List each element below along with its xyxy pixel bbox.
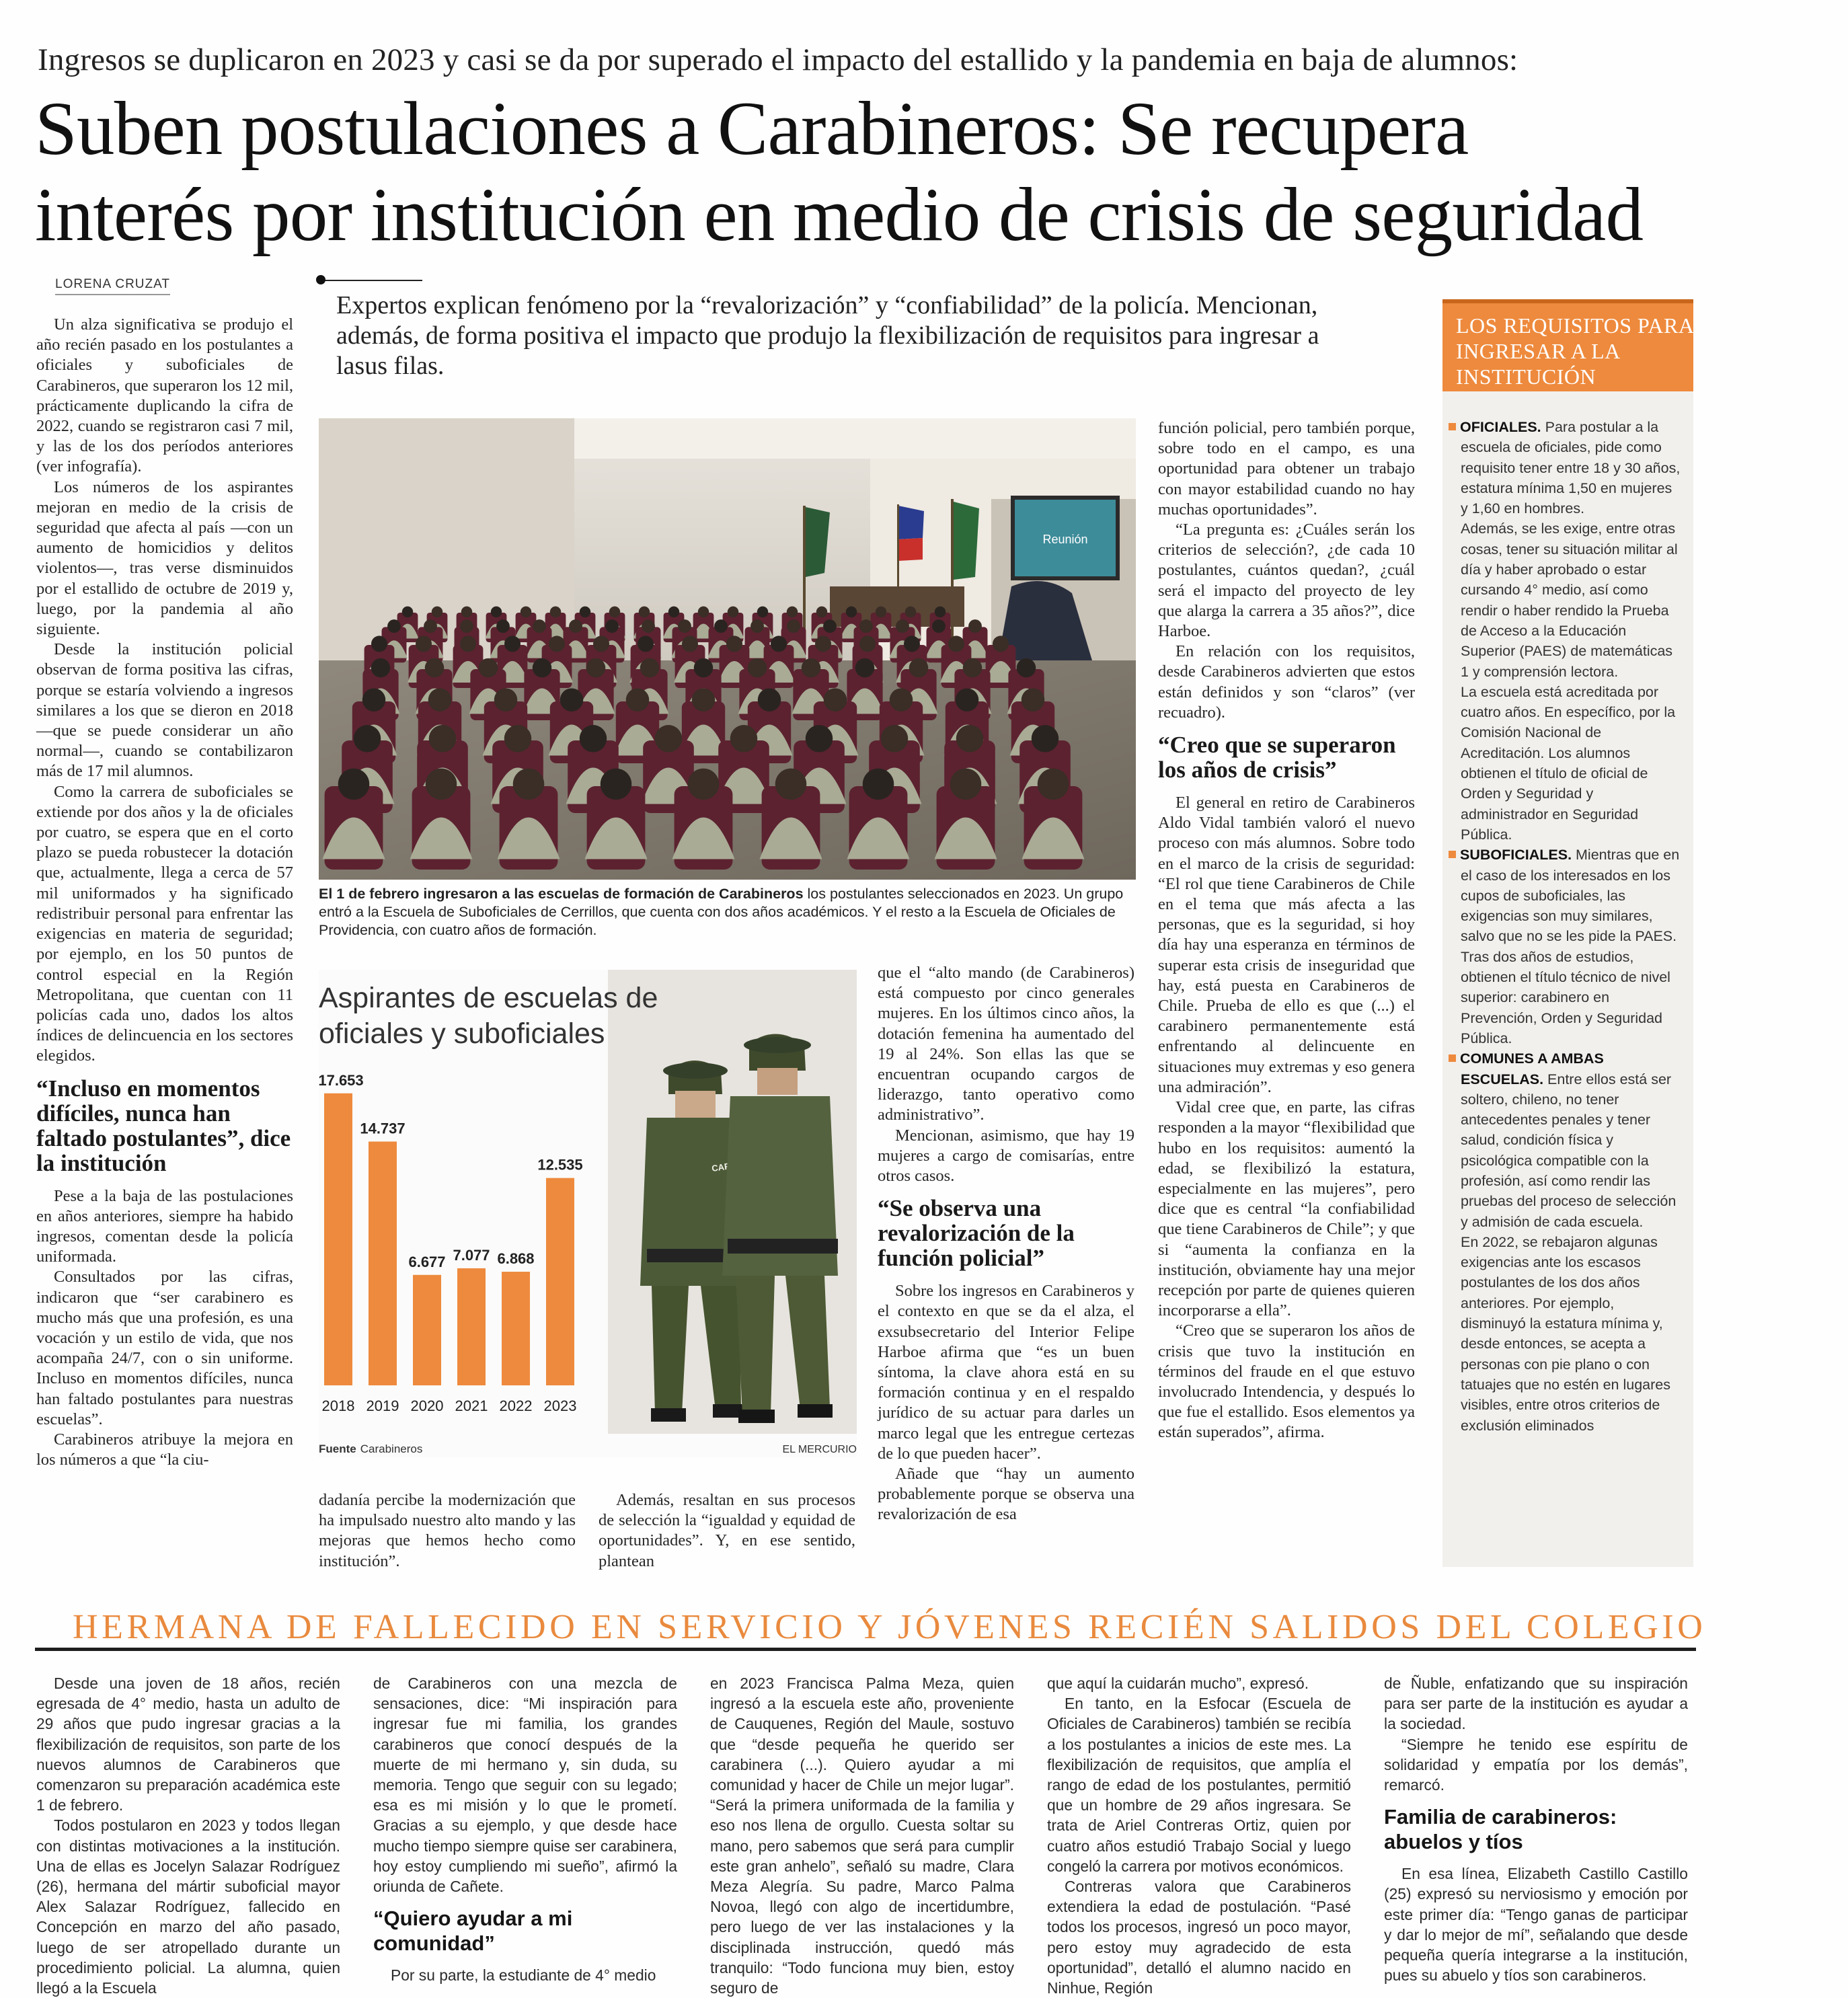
sidebar-text: La escuela está acreditada por cuatro años. En específico, por la Comisión Nacional de Acreditación. Los alumnos obtienen el título de oficial de Orden y Seguridad y administrador en Seguridad Pública. xyxy=(1461,683,1676,843)
article-column-2 xyxy=(319,1490,576,1572)
paragraph: Carabineros atribuye la mejora en los números a que “la ciu- xyxy=(36,1430,293,1469)
article-column-4 xyxy=(878,963,1134,1525)
deck-rule xyxy=(321,280,422,281)
chart-title: Aspirantes de escuelas de oficiales y suboficiales xyxy=(319,982,658,1050)
bullet-icon xyxy=(1449,1054,1456,1062)
x-tick-label: 2019 xyxy=(366,1397,399,1414)
sidebar-label: COMUNES A AMBAS ESCUELAS. xyxy=(1460,1050,1604,1087)
paragraph: Como la carrera de suboficiales se extiende por dos años y la de oficiales por cuatro, se espera que en el corto plazo se pueda robustecer la dotación que, actualmente, llega a cerca de 57 mil uniformados y ha significado redistribuir personal para enfrentar las exigencias en materia de seguridad; por ejemplo, en los 50 puntos de control especial en la Región Metropolitana, que cuentan con 11 policías cada uno, dados los altos índices de delincuencia en los sectores elegidos. xyxy=(36,782,293,1065)
photo-screen-text: Reunión xyxy=(1042,533,1088,546)
deck-bullet xyxy=(316,275,325,284)
sidebar-text: Además, se les exige, entre otras cosas, tener su situación militar al día y haber aprobado o estar cursando 4° medio, así como rendir o haber rendido la Prueba de Acceso a la Educación Superior (PAES) de matemáticas 1 y comprensión lectora. xyxy=(1461,521,1678,680)
subheading: “Se observa una revalorización de la función policial” xyxy=(878,1195,1075,1272)
deck: Expertos explican fenómeno por la “revalorización” y “confiabilidad” de la policía. Mencionan, además, de forma positiva el impacto que produjo la flexibilización de requisitos para ingresar a lasus filas. xyxy=(336,291,1319,380)
paragraph: El general en retiro de Carabineros Aldo Vidal también valoró el nuevo proceso con más alumnos. Sobre todo en el marco de la crisis de seguridad: “El rol que tiene Carabineros de Chile en el tema que más afecta a las personas, que es la seguridad, si hoy día hay una esperanza en términos de superar esta crisis de inseguridad que hay, está puesta en Carabineros de Chile. Prueba de ello es que (...) el carabinero permanentemente está enfrentando al delincuente en situaciones muy extremas y eso genera una admiración”. xyxy=(1158,794,1415,1096)
paragraph: que aquí la cuidarán mucho”, expresó. xyxy=(1047,1675,1309,1692)
paragraph: En relación con los requisitos, desde Carabineros advierten que estos están definidos y son “claros” (ver recuadro). xyxy=(1158,642,1415,722)
news-photo xyxy=(319,418,1136,880)
x-tick-label: 2018 xyxy=(321,1397,355,1414)
bar-2023 xyxy=(546,1178,574,1385)
paragraph: dadanía percibe la modernización que ha impulsado nuestro alto mando y las mejoras que hemos hecho como institución”. xyxy=(319,1491,576,1570)
chart-source-label: Fuente xyxy=(319,1443,356,1455)
article-column-5 xyxy=(1158,418,1415,1443)
paragraph: Además, resaltan en sus procesos de selección la “igualdad y equidad de oportunidades”. Y, en ese sentido, plantean xyxy=(599,1491,855,1570)
photo-caption xyxy=(319,885,1139,939)
paragraph: En tanto, en la Esfocar (Escuela de Oficiales de Carabineros) también se recibía a los postulantes a inicios de este mes. La flexibilización de requisitos, que amplía el rango de edad de los postulantes, permitió que un hombre de 29 años ingresara. Se trata de Ariel Contreras Ortiz, quien por cuatro años estudió Trabajo Social y luego congeló la carrera por motivos económicos. xyxy=(1047,1695,1351,1875)
bottom-column-1 xyxy=(36,1673,340,1998)
bar-value-label: 17.653 xyxy=(319,1071,364,1089)
bar-value-label: 14.737 xyxy=(360,1120,406,1137)
subheading: Familia de carabineros: abuelos y tíos xyxy=(1384,1805,1617,1854)
chart-bars xyxy=(324,1093,574,1385)
bar-value-label: 6.677 xyxy=(408,1253,446,1270)
paragraph: “La pregunta es: ¿Cuáles serán los criterios de selección?, ¿de cada 10 postulantes, cuántos quedan?, ¿cuál será el impacto del proyecto de ley que alarga la carrera a 35 años?”, dice Harboe. xyxy=(1158,521,1415,641)
bottom-column-2 xyxy=(373,1673,677,1985)
subheading: “Creo que se superaron los años de crisis” xyxy=(1158,732,1396,783)
paragraph: Por su parte, la estudiante de 4° medio xyxy=(391,1966,656,1985)
x-tick-label: 2022 xyxy=(499,1397,533,1414)
chart-source xyxy=(319,1443,422,1455)
bar-2021 xyxy=(457,1268,486,1385)
band-rule xyxy=(35,1648,1696,1651)
chart-value-labels xyxy=(319,1072,583,1270)
sidebar-title: LOS REQUISITOS PARA INGRESAR A LA INSTITUCIÓN xyxy=(1456,313,1693,389)
paragraph: Contreras valora que Carabineros extendiera la edad de postulación. “Pasé todos los procesos, ingresó un poco mayor, pero estoy muy agradecido de esta oportunidad”, detalló el alumno nacido en Ninhue, Región xyxy=(1047,1878,1351,1997)
sidebar-text: Para postular a la escuela de oficiales, pide como requisito tener entre 18 y 30 años, estatura mínima 1,50 en mujeres y 1,60 en hombres. xyxy=(1461,419,1681,517)
caption-lead: El 1 de febrero ingresaron a las escuelas de formación de Carabineros xyxy=(319,886,804,902)
bar-2019 xyxy=(369,1141,397,1385)
subheading: “Quiero ayudar a mi comunidad” xyxy=(373,1907,573,1956)
bottom-column-3 xyxy=(710,1673,1014,1998)
paragraph: Consultados por las cifras, indicaron que “ser carabinero es mucho más que una profesión, es una vocación y un estilo de vida, que nos acompaña 24/7, con o sin uniforme. Incluso en momentos difíciles, nunca han faltado postulantes para nuestras escuelas”. xyxy=(36,1268,293,1428)
paragraph: Mencionan, asimismo, que hay 19 mujeres a cargo de comisarías, entre otros casos. xyxy=(878,1126,1134,1186)
caption-text: los postulantes seleccionados en 2023. Un grupo entró a la Escuela de Suboficiales de Cerrillos, que cuenta con dos años académicos. Y el resto a la Escuela de Oficiales de Providencia, con cuatro años de formación. xyxy=(319,886,1124,938)
article-column-1 xyxy=(36,315,293,1470)
paragraph: función policial, pero también porque, sobre todo en el campo, es una oportunidad para obtener un trabajo con mayor estabilidad cuando no hay muchas oportunidades”. xyxy=(1158,419,1415,518)
paragraph: Desde la institución policial observan de forma positiva las cifras, porque se estaría volviendo a ingresos similares a los que se dieron en 2018 —que se puede considerar un año normal—, cuando se contabilizaron más de 17 mil alumnos. xyxy=(36,640,293,781)
paragraph: en 2023 Francisca Palma Meza, quien ingresó a la escuela este año, proveniente de Cauquenes, Región del Maule, sostuvo que “desde pequeña he querido ser carabinera (...). Quiero ayudar a mi comunidad y hacer de Chile un mejor lugar”. “Será la primera uniformada de la familia y eso nos llena de orgullo. Cuesta soltar su mano, pero sabemos que será para cumplir este gran anhelo”, señaló su madre, Clara Meza Alegría. Su padre, Marco Palma Novoa, llegó con algo de incertidumbre, pero luego de ver las instalaciones y la disciplinada instrucción, quedó más tranquilo: “Todo funciona muy bien, estoy seguro de xyxy=(710,1675,1014,1997)
paragraph: Los números de los aspirantes mejoran en medio de la crisis de seguridad que afecta al país —con un aumento de homicidios y delitos violentos—, tras verse disminuidos por el estallido de octubre de 2019 y, luego, por la pandemia al año siguiente. xyxy=(36,477,293,639)
x-tick-label: 2023 xyxy=(543,1397,577,1414)
chart-credit: EL MERCURIO xyxy=(782,1444,857,1455)
bullet-icon xyxy=(1449,851,1456,858)
kicker: Ingresos se duplicaron en 2023 y casi se da por superado el impacto del estallido y la pandemia en baja de alumnos: xyxy=(38,42,1518,77)
ceremony-photo-illustration xyxy=(319,418,1136,880)
byline: LORENA CRUZAT xyxy=(55,277,170,295)
x-tick-label: 2020 xyxy=(410,1397,444,1414)
bar-2022 xyxy=(502,1272,530,1385)
headline xyxy=(35,86,1817,258)
paragraph: En esa línea, Elizabeth Castillo Castillo (25) expresó su nerviosismo y emoción por este primer día: “Tengo ganas de participar y dar lo mejor de mí”, señalando que desde pequeña quería integrarse a la institución, pues su abuelo y tíos son carabineros. xyxy=(1384,1865,1688,1985)
band-title: HERMANA DE FALLECIDO EN SERVICIO Y JÓVENES RECIÉN SALIDOS DEL COLEGIO xyxy=(73,1608,1707,1646)
sidebar-text: Mientras que en el caso de los interesados en los cupos de suboficiales, las exigencias son muy similares, salvo que no se les pide la PAES. xyxy=(1461,847,1680,945)
paragraph: que el “alto mando (de Carabineros) está compuesto por cinco generales mujeres. En los últimos cinco años, la dotación femenina ha aumentado del 19 al 24%. Son ellas las que se encuentran ocupando cargos de liderazgo, tanto operativo como administrativo”. xyxy=(878,964,1134,1124)
bar-2020 xyxy=(413,1275,441,1385)
sidebar-label: OFICIALES. xyxy=(1460,419,1541,435)
bar-2018 xyxy=(324,1093,352,1385)
x-tick-label: 2021 xyxy=(455,1397,488,1414)
paragraph: Todos postularon en 2023 y todos llegan con distintas motivaciones a la institución. Una de ellas es Jocelyn Salazar Rodríguez (26), hermana del mártir suboficial mayor Alex Salazar Rodríguez, fallecido en Concepción en marzo del año pasado, luego de ser atropellado durante un procedimiento policial. La alumna, quien llegó a la Escuela xyxy=(36,1816,340,1997)
bar-value-label: 12.535 xyxy=(537,1156,583,1174)
sidebar-text: En 2022, se rebajaron algunas exigencias ante los escasos postulantes de los dos años anteriores. Por ejemplo, disminuyó la estatura mínima y, desde entonces, se acepta a personas con pie plano o con tatuajes que no estén en lugares visibles, entre otros criterios de exclusión eliminados xyxy=(1461,1233,1670,1434)
sidebar-header xyxy=(1442,299,1693,391)
paragraph: Vidal cree que, en parte, las cifras responden a la mayor “flexibilidad que hubo en los requisitos: aumentó la edad, se flexibilizó la estatura, especialmente en las mujeres”, pero dice que es central “la confiabilidad que tiene Carabineros de Chile”; y que si “aumenta la confianza en la institución, obviamente hay una mejor recepción por parte de quienes quieren incorporarse a ella”. xyxy=(1158,1098,1415,1320)
paragraph: de Ñuble, enfatizando que su inspiración para ser parte de la institución es ayudar a la sociedad. xyxy=(1384,1675,1688,1733)
paragraph: “Siempre he tenido ese espíritu de solidaridad y empatía por los demás”, remarcó. xyxy=(1384,1735,1688,1794)
chart-source-value: Carabineros xyxy=(360,1443,423,1455)
paragraph: Desde una joven de 18 años, recién egresada de 4° medio, hasta un adulto de 29 años que pudo ingresar gracias a la flexibilización de requisitos, son parte de los nuevos alumnos de Carabineros que comenzaron su preparación académica este 1 de febrero. xyxy=(36,1675,340,1814)
paragraph: Sobre los ingresos en Carabineros y el contexto en que se da el alza, el exsubsecretario del Interior Felipe Harboe afirma que “es un buen síntoma, la clave ahora está en su formación continua y en el respaldo jurídico de su actuar para darles un marco legal que les entregue certezas de lo que pueden hacer”. xyxy=(878,1282,1134,1463)
bar-value-label: 6.868 xyxy=(497,1250,535,1268)
headline-line-1: Suben postulaciones a Carabineros: Se recupera xyxy=(35,87,1469,171)
bottom-column-5 xyxy=(1384,1673,1688,1985)
paragraph: Pese a la baja de las postulaciones en años anteriores, siempre ha habido ingresos, comentan desde la policía uniformada. xyxy=(36,1186,293,1266)
sidebar-label: SUBOFICIALES. xyxy=(1460,847,1572,863)
paragraph: de Carabineros con una mezcla de sensaciones, dice: “Mi inspiración para ingresar fue mi familia, los grandes carabineros que conocí después de la muerte de mi hermano y, sin duda, su memoria. Tengo que seguir con su legado; esa es mi misión y lo que le prometí. Gracias a su ejemplo, y que desde hace mucho tiempo siempre quise ser carabinera, hoy estoy cumpliendo mi sueño”, afirmó la oriunda de Cañete. xyxy=(373,1675,677,1896)
paragraph: Un alza significativa se produjo el año recién pasado en los postulantes a oficiales y suboficiales de Carabineros, que superaron los 12 mil, prácticamente duplicando la cifra de 2022, cuando se registraron casi 7 mil, y las de los dos períodos anteriores (ver infografía). xyxy=(36,315,293,476)
sidebar-text: Entre ellos está ser soltero, chileno, no tener antecedentes penales y tener salud, condición física y psicológica compatible con la profesión, así como rendir las pruebas del proceso de selección y admisión de cada escuela. xyxy=(1461,1071,1677,1230)
bullet-icon xyxy=(1449,423,1456,430)
bottom-column-4 xyxy=(1047,1673,1351,1998)
chart-tick-labels xyxy=(322,1397,577,1414)
sidebar-text: Tras dos años de estudios, obtienen el título técnico de nivel superior: carabinero en Prevención, Orden y Seguridad Pública. xyxy=(1461,948,1670,1046)
subheading: “Incluso en momentos difíciles, nunca han faltado postulantes”, dice la institución xyxy=(36,1075,291,1176)
headline-line-2: interés por institución en medio de crisis de seguridad xyxy=(35,173,1644,257)
paragraph: Añade que “hay un aumento probablemente porque se observa una revalorización de esa xyxy=(878,1465,1134,1524)
paragraph: “Creo que se superaron los años de crisis que tuvo la institución en términos del fraude en el que estuvo involucrado Intendencia, y después lo que fue el estallido. Esos elementos ya están superados”, afirma. xyxy=(1158,1321,1415,1442)
bar-value-label: 7.077 xyxy=(453,1246,490,1264)
article-column-3 xyxy=(599,1490,855,1572)
sidebar-body xyxy=(1461,417,1683,1436)
